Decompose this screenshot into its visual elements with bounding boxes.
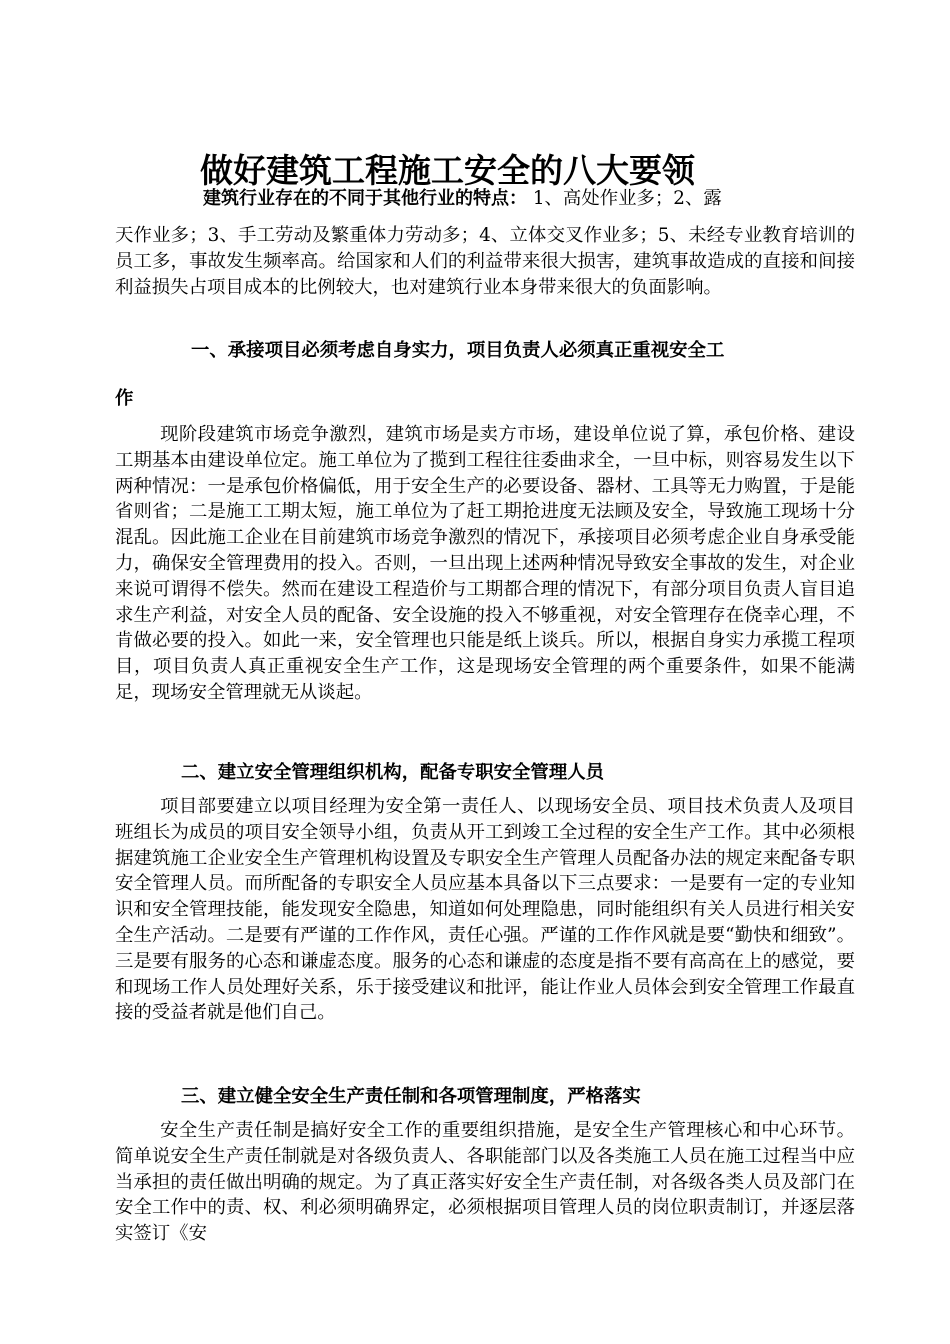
section-2-body: 项目部要建立以项目经理为安全第一责任人、以现场安全员、项目技术负责人及项目班组长为成员的项目安全领导小组，负责从开工到竣工全过程的安全生产工作。其中必须根据建筑施工企业安全生产管理机构设置及专职安全生产管理人员配备办法的规定来配备专职安全管理人员。而所配备的专职安全人员应基本具备以下三点要求：一是要有一定的专业知识和安全管理技能，能发现安全隐患，知道如何处理隐患，同时能组织有关人员进行相关安全生产活动。二是要有严谨的工作作风，责任心强。严谨的工作作风就是要“勤快和细致”。三是要有服务的心态和谦虚态度。服务的心态和谦虚的态度是指不要有高高在上的感觉，要和现场工作人员处理好关系，乐于接受建议和批评，能让作业人员体会到安全管理工作最直接的受益者就是他们自己。: [115, 796, 855, 1024]
document-title: 做好建筑工程施工安全的八大要领: [200, 151, 695, 191]
section-3-body: 安全生产责任制是搞好安全工作的重要组织措施，是安全生产管理核心和中心环节。简单说安全生产责任制就是对各级负责人、各职能部门以及各类施工人员在施工过程当中应当承担的责任做出明确的规定。为了真正落实好安全生产责任制，对各级各类人员及部门在安全工作中的责、权、利必须明确界定，必须根据项目管理人员的岗位职责制订，并逐层落实签订《安: [115, 1120, 855, 1245]
intro-paragraph: [115, 183, 855, 300]
section-1-heading-continued: 作: [115, 388, 134, 409]
section-2-heading: 二、建立安全管理组织机构，配备专职安全管理人员: [181, 762, 604, 783]
intro-lead-rest: 1、高处作业多；2、露: [527, 188, 722, 209]
intro-lead-bold: 建筑行业存在的不同于其他行业的特点：: [203, 188, 527, 209]
section-1-body: 现阶段建筑市场竞争激烈，建筑市场是卖方市场，建设单位说了算，承包价格、建设工期基本由建设单位定。施工单位为了揽到工程往往委曲求全，一旦中标，则容易发生以下两种情况：一是承包价格偏低，用于安全生产的必要设备、器材、工具等无力购置，于是能省则省；二是施工工期太短，施工单位为了赶工期抢进度无法顾及安全，导致施工现场十分混乱。因此施工企业在目前建筑市场竞争激烈的情况下，承接项目必须考虑企业自身承受能力，确保安全管理费用的投入。否则，一旦出现上述两种情况导致安全事故的发生，对企业来说可谓得不偿失。然而在建设工程造价与工期都合理的情况下，有部分项目负责人盲目追求生产利益，对安全人员的配备、安全设施的投入不够重视，对安全管理存在侥幸心理，不肯做必要的投入。如此一来，安全管理也只能是纸上谈兵。所以，根据自身实力承揽工程项目，项目负责人真正重视安全生产工作，这是现场安全管理的两个重要条件，如果不能满足，现场安全管理就无从谈起。: [115, 424, 855, 703]
intro-body: 天作业多；3、手工劳动及繁重体力劳动多；4、立体交叉作业多；5、未经专业教育培训的员工多，事故发生频率高。给国家和人们的利益带来很大损害，建筑事故造成的直接和间接利益损失占项目成本的比例较大，也对建筑行业本身带来很大的负面影响。: [115, 225, 855, 298]
intro-first-line: [115, 183, 855, 223]
section-3-heading: 三、建立健全安全生产责任制和各项管理制度，严格落实: [181, 1086, 641, 1107]
section-1-heading: 一、承接项目必须考虑自身实力，项目负责人必须真正重视安全工: [191, 340, 725, 361]
